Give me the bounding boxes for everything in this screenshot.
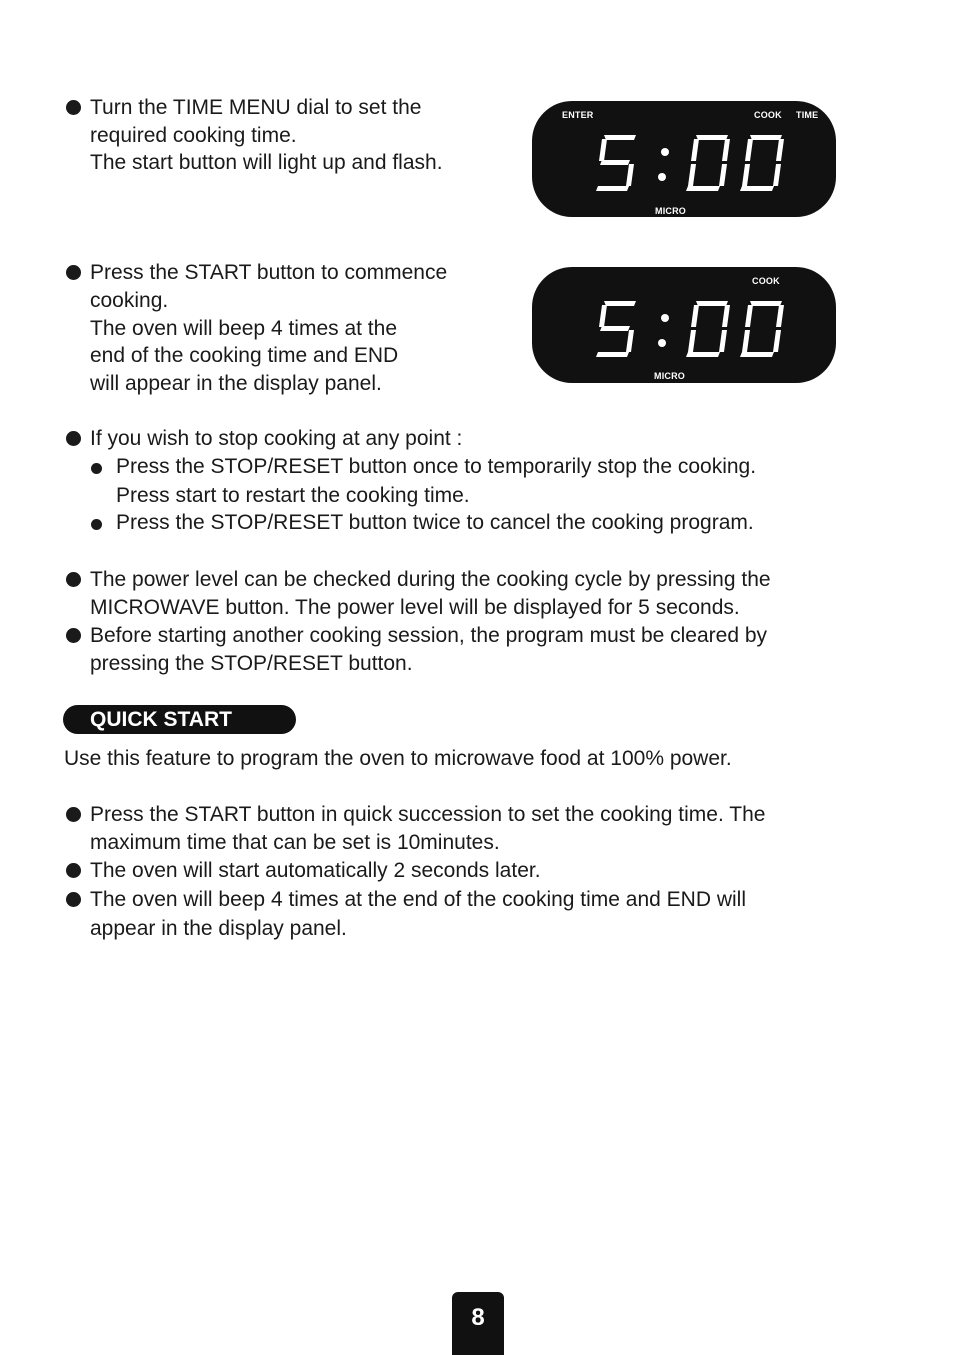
bullet xyxy=(66,628,81,643)
instruction-line: Press the STOP/RESET button once to temporarily stop the cooking. xyxy=(116,455,757,478)
instruction-line: The oven will beep 4 times at the xyxy=(90,317,398,340)
instruction-line: cooking. xyxy=(90,289,169,312)
quick-start-intro: Use this feature to program the oven to microwave food at 100% power. xyxy=(64,747,732,770)
instruction-line: required cooking time. xyxy=(90,124,297,147)
bullet xyxy=(66,431,81,446)
lcd-digits xyxy=(532,267,836,383)
section-heading-label: QUICK START xyxy=(90,708,232,731)
instruction-line: The oven will start automatically 2 seconds later. xyxy=(90,859,541,882)
instruction-line: MICROWAVE button. The power level will be displayed for 5 seconds. xyxy=(90,596,740,619)
lcd-display-setting xyxy=(532,101,836,217)
instruction-line: appear in the display panel. xyxy=(90,917,347,940)
bullet xyxy=(66,100,81,115)
lcd-label-time: TIME xyxy=(796,110,819,120)
instruction-line: Before starting another cooking session, the program must be cleared by xyxy=(90,624,768,647)
instruction-line: will appear in the display panel. xyxy=(90,372,382,395)
instruction-line: end of the cooking time and END xyxy=(90,344,399,367)
sub-bullet xyxy=(91,519,102,530)
bullet xyxy=(66,892,81,907)
instruction-line: The oven will beep 4 times at the end of the cooking time and END will xyxy=(90,888,747,911)
instruction-line: Press the START button in quick succession to set the cooking time. The xyxy=(90,803,766,826)
bullet xyxy=(66,265,81,280)
instruction-line: Turn the TIME MENU dial to set the xyxy=(90,96,422,119)
section-heading-quick-start xyxy=(63,705,296,734)
bullet xyxy=(66,807,81,822)
page-number: 8 xyxy=(452,1292,504,1355)
instruction-line: Press the START button to commence xyxy=(90,261,448,284)
instruction-line: The power level can be checked during the cooking cycle by pressing the xyxy=(90,568,771,591)
instruction-line: Press the STOP/RESET button twice to cancel the cooking program. xyxy=(116,511,754,534)
bullet xyxy=(66,863,81,878)
lcd-digits xyxy=(532,101,836,217)
lcd-label-cook: COOK xyxy=(752,276,780,286)
instruction-line: pressing the STOP/RESET button. xyxy=(90,652,413,675)
sub-bullet xyxy=(91,463,102,474)
lcd-display-cooking xyxy=(532,267,836,383)
instruction-line: Press start to restart the cooking time. xyxy=(116,484,470,507)
lcd-label-micro: MICRO xyxy=(654,371,685,381)
bullet xyxy=(66,572,81,587)
instruction-line: If you wish to stop cooking at any point : xyxy=(90,427,463,450)
lcd-label-cook: COOK xyxy=(754,110,782,120)
instruction-line: maximum time that can be set is 10minutes. xyxy=(90,831,500,854)
instruction-line: The start button will light up and flash. xyxy=(90,151,443,174)
lcd-label-micro: MICRO xyxy=(655,206,686,216)
lcd-label-enter: ENTER xyxy=(562,110,594,120)
